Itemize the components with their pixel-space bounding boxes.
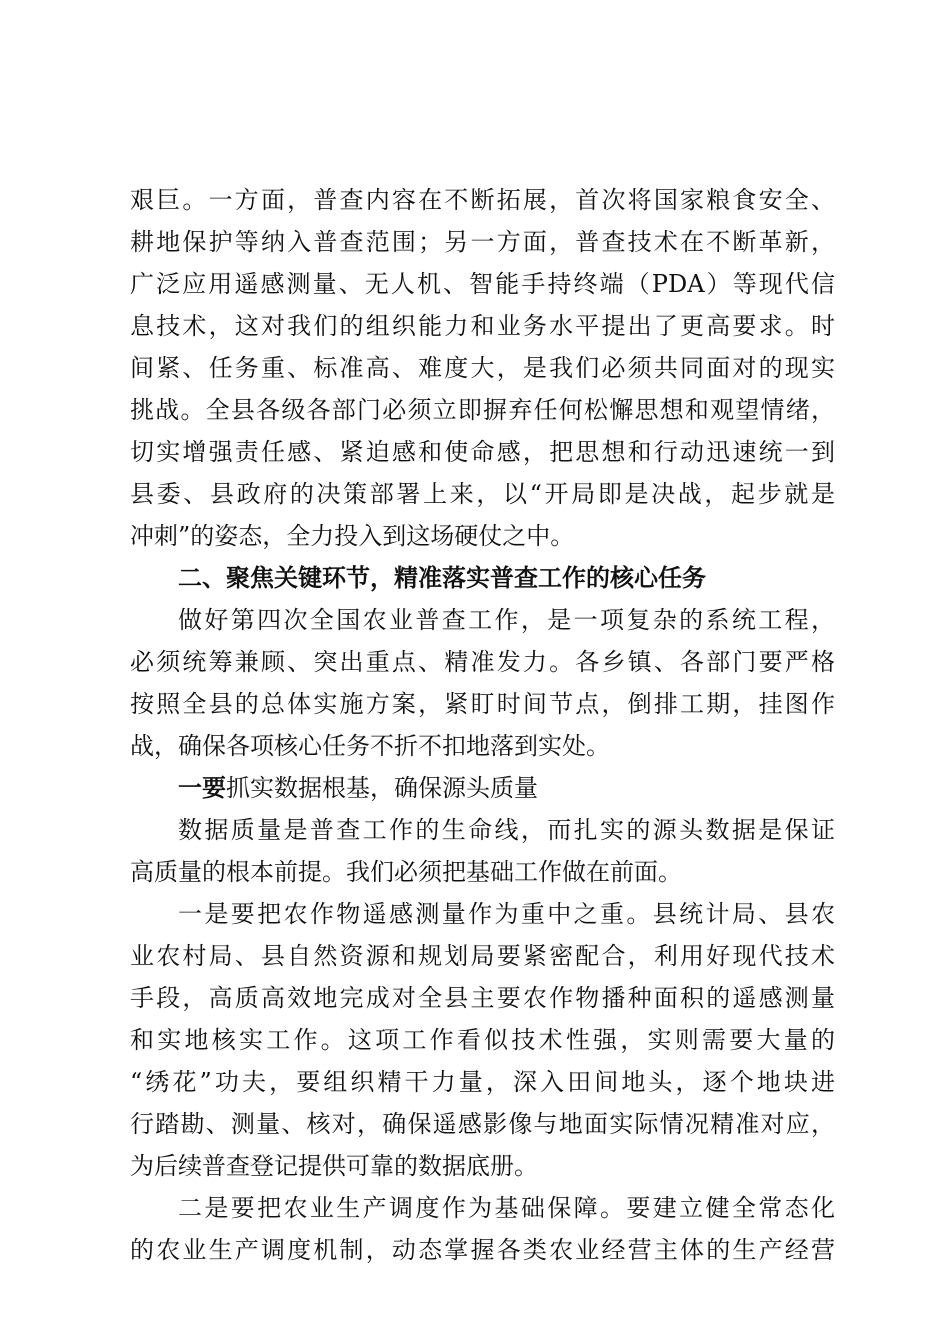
text-line: 一是要把农作物遥感测量作为重中之重。县统计局、县农 — [178, 900, 835, 928]
text-line: 必须统筹兼顾、突出重点、精准发力。各乡镇、各部门要严格 — [130, 648, 835, 676]
text-line: 广泛应用遥感测量、无人机、智能手持终端（PDA）等现代信 — [130, 270, 835, 298]
text-line: 耕地保护等纳入普查范围；另一方面，普查技术在不断革新， — [130, 228, 835, 256]
text-line: “绣花”功夫，要组织精干力量，深入田间地头，逐个地块进 — [130, 1068, 835, 1096]
text-line: 息技术，这对我们的组织能力和业务水平提出了更高要求。时 — [130, 312, 835, 340]
text-line: 间紧、任务重、标准高、难度大，是我们必须共同面对的现实 — [130, 354, 835, 382]
text-line: 手段，高质高效地完成对全县主要农作物播种面积的遥感测量 — [130, 984, 835, 1012]
heading-text: 二、聚焦关键环节，精准落实普查工作的核心任务 — [178, 563, 706, 592]
paragraph — [130, 599, 835, 767]
document-body — [130, 179, 835, 1271]
text-line: 挑战。全县各级各部门必须立即摒弃任何松懈思想和观望情绪， — [130, 396, 835, 424]
text-line: 冲刺”的姿态，全力投入到这场硬仗之中。 — [130, 522, 575, 550]
subheading-bold-prefix: 一要 — [178, 773, 226, 802]
text-line: 切实增强责任感、紧迫感和使命感，把思想和行动迅速统一到 — [130, 438, 835, 466]
text-line: 二是要把农业生产调度作为基础保障。要建立健全常态化 — [178, 1194, 835, 1222]
subheading-line — [130, 767, 835, 809]
text-line: 县委、县政府的决策部署上来，以“开局即是决战，起步就是 — [130, 480, 835, 508]
text-line: 和实地核实工作。这项工作看似技术性强，实则需要大量的 — [130, 1026, 835, 1054]
text-line: 数据质量是普查工作的生命线，而扎实的源头数据是保证 — [178, 816, 835, 844]
text-line: 艰巨。一方面，普查内容在不断拓展，首次将国家粮食安全、 — [130, 186, 835, 214]
text-line: 业农村局、县自然资源和规划局要紧密配合，利用好现代技术 — [130, 942, 835, 970]
text-line: 行踏勘、测量、核对，确保遥感影像与地面实际情况精准对应， — [130, 1110, 835, 1138]
paragraph — [130, 809, 835, 893]
subheading-text: 抓实数据根基，确保源头质量 — [226, 774, 538, 802]
text-line: 战，确保各项核心任务不折不扣地落到实处。 — [130, 732, 610, 760]
paragraph — [130, 893, 835, 1187]
paragraph — [130, 1187, 835, 1271]
paragraph — [130, 179, 835, 557]
text-line: 高质量的根本前提。我们必须把基础工作做在前面。 — [130, 858, 682, 886]
text-line: 做好第四次全国农业普查工作，是一项复杂的系统工程， — [178, 606, 835, 634]
text-line: 的农业生产调度机制，动态掌握各类农业经营主体的生产经营 — [130, 1236, 835, 1264]
section-heading — [130, 557, 835, 599]
text-line: 为后续普查登记提供可靠的数据底册。 — [130, 1152, 538, 1180]
subheading — [130, 767, 835, 809]
text-line: 按照全县的总体实施方案，紧盯时间节点，倒排工期，挂图作 — [130, 690, 835, 718]
